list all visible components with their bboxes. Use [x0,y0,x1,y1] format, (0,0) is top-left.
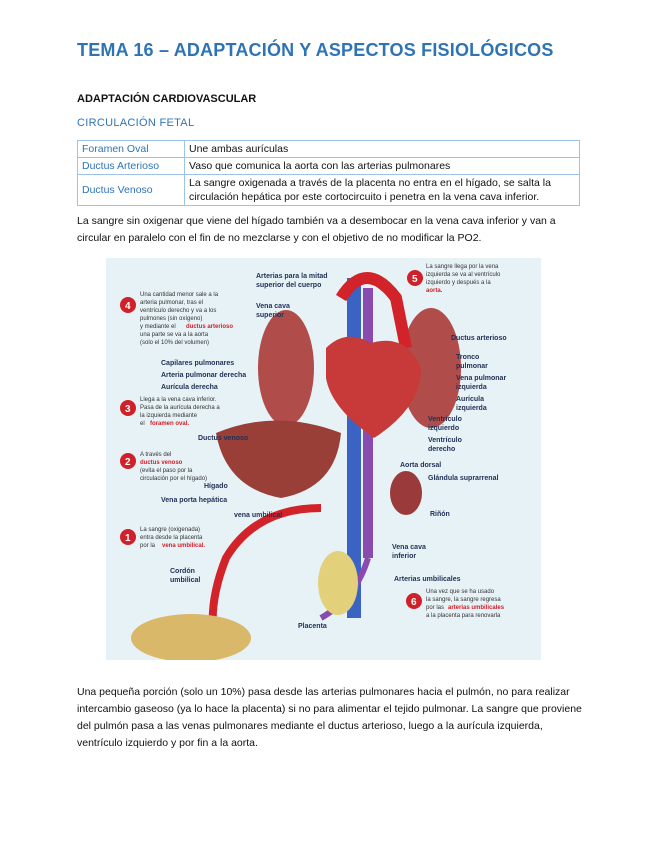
badge-6-label: 6 [411,597,417,608]
paragraph-1: La sangre sin oxigenar que viene del hígado también va a desembocar en la vena cava inferior y van a circular en paralelo con el fin de no mezclarse y con el objetivo de no modificar la PO2. [77,215,556,244]
badge-2-label: 2 [125,457,131,468]
note-3-highlight: foramen oval. [150,421,190,427]
note-1-line: entra desde la placenta [140,535,203,541]
label-vena-pulm-izq: Vena pulmonar [456,375,507,382]
note-3-line: Llega a la vena cava inferior. [140,397,217,403]
label-vena-cava-inf: Vena cava [392,544,426,551]
note-6-line: por las [426,605,445,611]
placenta-shape [131,614,251,660]
table-definition: Vaso que comunica la aorta con las arterias pulmonares [185,158,580,175]
note-2-line: (evita el paso por la [140,468,193,474]
label-vena-umbilical: vena umbilical [234,512,283,519]
badge-3-label: 3 [125,404,131,415]
label-vena-cava-sup: Vena cava [256,303,290,310]
subsection-heading: CIRCULACIÓN FETAL [77,117,195,129]
note-6-line: a la placenta para renovarla [426,613,501,619]
badge-5-label: 5 [412,274,418,285]
table-term: Ductus Arterioso [78,158,185,175]
badge-4-label: 4 [125,301,131,312]
label-arterias-mitad-2: superior del cuerpo [256,282,322,289]
note-3-line: Pasa de la aurícula derecha a [140,405,220,411]
label-vena-porta: Vena porta hepática [161,497,228,504]
table-term: Ductus Venoso [78,175,185,206]
kidney-shape [390,471,422,515]
right-lung-shape [258,310,314,426]
label-rinon: Riñón [430,511,450,518]
note-5-line: izquierda se va al ventrículo [426,272,501,278]
paragraph-2: Una pequeña porción (solo un 10%) pasa desde las arterias pulmonares hacia el pulmón, no para realizar intercambio gaseoso (ya lo hace la placenta) si no para alimentar el tejido pulmonar. La sangre que proviene del pulmón pasa a las venas pulmonares mediante el ductus arterioso, luego a la aurícula izquierda, ventrículo izquierdo y por fin a la aorta. [77,686,582,749]
label-ventriculo-der-2: derecho [428,446,456,453]
note-1-line: por la [140,543,156,549]
label-ductus-arterioso: Ductus arterioso [451,335,507,342]
table-row [78,158,580,175]
label-glandula: Glándula suprarrenal [428,475,499,482]
note-6-line: Una vez que se ha usado [426,589,495,595]
bladder-shape [318,551,358,615]
note-4-line: una parte se va a la aorta [140,332,209,338]
label-capilares: Capilares pulmonares [161,360,235,367]
note-3-line: la izquierda mediante [140,413,198,419]
section-heading: ADAPTACIÓN CARDIOVASCULAR [77,93,257,105]
note-4-line: y mediante el [140,324,176,330]
label-ventriculo-izq: Ventrículo [428,416,462,423]
label-ductus-venoso: Ductus venoso [198,435,249,442]
note-2-highlight: ductus venoso [140,460,183,466]
table-definition: Une ambas aurículas [185,141,580,158]
definitions-table [77,140,580,206]
label-cordon-2: umbilical [170,577,201,584]
note-4-highlight: ductus arterioso [186,324,234,330]
label-vena-cava-sup-2: superior [256,312,285,319]
note-1-highlight: vena umbilical. [162,543,206,549]
label-vena-cava-inf-2: inferior [392,553,417,560]
label-higado: Hígado [204,483,228,490]
label-auricula-der: Aurícula derecha [161,384,218,391]
label-auricula-izq: Aurícula [456,396,485,403]
label-aorta-dorsal: Aorta dorsal [400,462,442,469]
note-3-line: el [140,421,145,427]
note-2-line: A través del [140,452,172,458]
note-6-highlight: arterias umbilicales [448,605,505,611]
note-2-line: circulación por el hígado) [140,476,208,482]
table-term: Foramen Oval [78,141,185,158]
table-row [78,141,580,158]
note-4-line: ventrículo derecho y va a los [140,308,217,314]
heart-shape [326,337,421,438]
note-5-line: La sangre llega por la vena [426,264,499,270]
label-auricula-izq-2: izquierda [456,405,487,412]
label-arterias-umbilicales: Arterias umbilicales [394,576,461,583]
label-cordon: Cordón [170,568,195,575]
label-vena-pulm-izq-2: izquierda [456,384,487,391]
label-tronco-2: pulmonar [456,363,488,370]
fetal-circulation-illustration [106,258,541,660]
note-5-line: izquierdo y después a la [426,280,491,286]
label-ventriculo-izq-2: izquierdo [428,425,460,432]
table-row [78,175,580,206]
note-4-line: Una cantidad menor sale a la [140,292,219,298]
label-placenta: Placenta [298,623,327,630]
note-6-line: la sangre, la sangre regresa [426,597,501,603]
table-definition: La sangre oxigenada a través de la placenta no entra en el hígado, se salta la circulación hepática por este cortocircuito i penetra en la vena cava inferior. [185,175,580,206]
label-arterias-mitad: Arterias para la mitad [256,273,328,280]
label-tronco: Tronco [456,354,480,361]
note-5-highlight: aorta. [426,288,443,294]
liver-shape [216,421,341,499]
note-1-line: La sangre (oxigenada) [140,527,201,533]
page-title: TEMA 16 – ADAPTACIÓN Y ASPECTOS FISIOLÓGICOS [77,40,554,60]
note-4-line: (solo el 10% del volumen) [140,340,210,346]
fetal-circulation-figure [106,258,541,660]
badge-1-label: 1 [125,533,131,544]
note-4-line: pulmones (sin oxígeno) [140,316,203,322]
note-4-line: arteria pulmonar, tras el [140,300,204,306]
label-ventriculo-der: Ventrículo [428,437,462,444]
label-arteria-pulm-der: Arteria pulmonar derecha [161,372,247,379]
